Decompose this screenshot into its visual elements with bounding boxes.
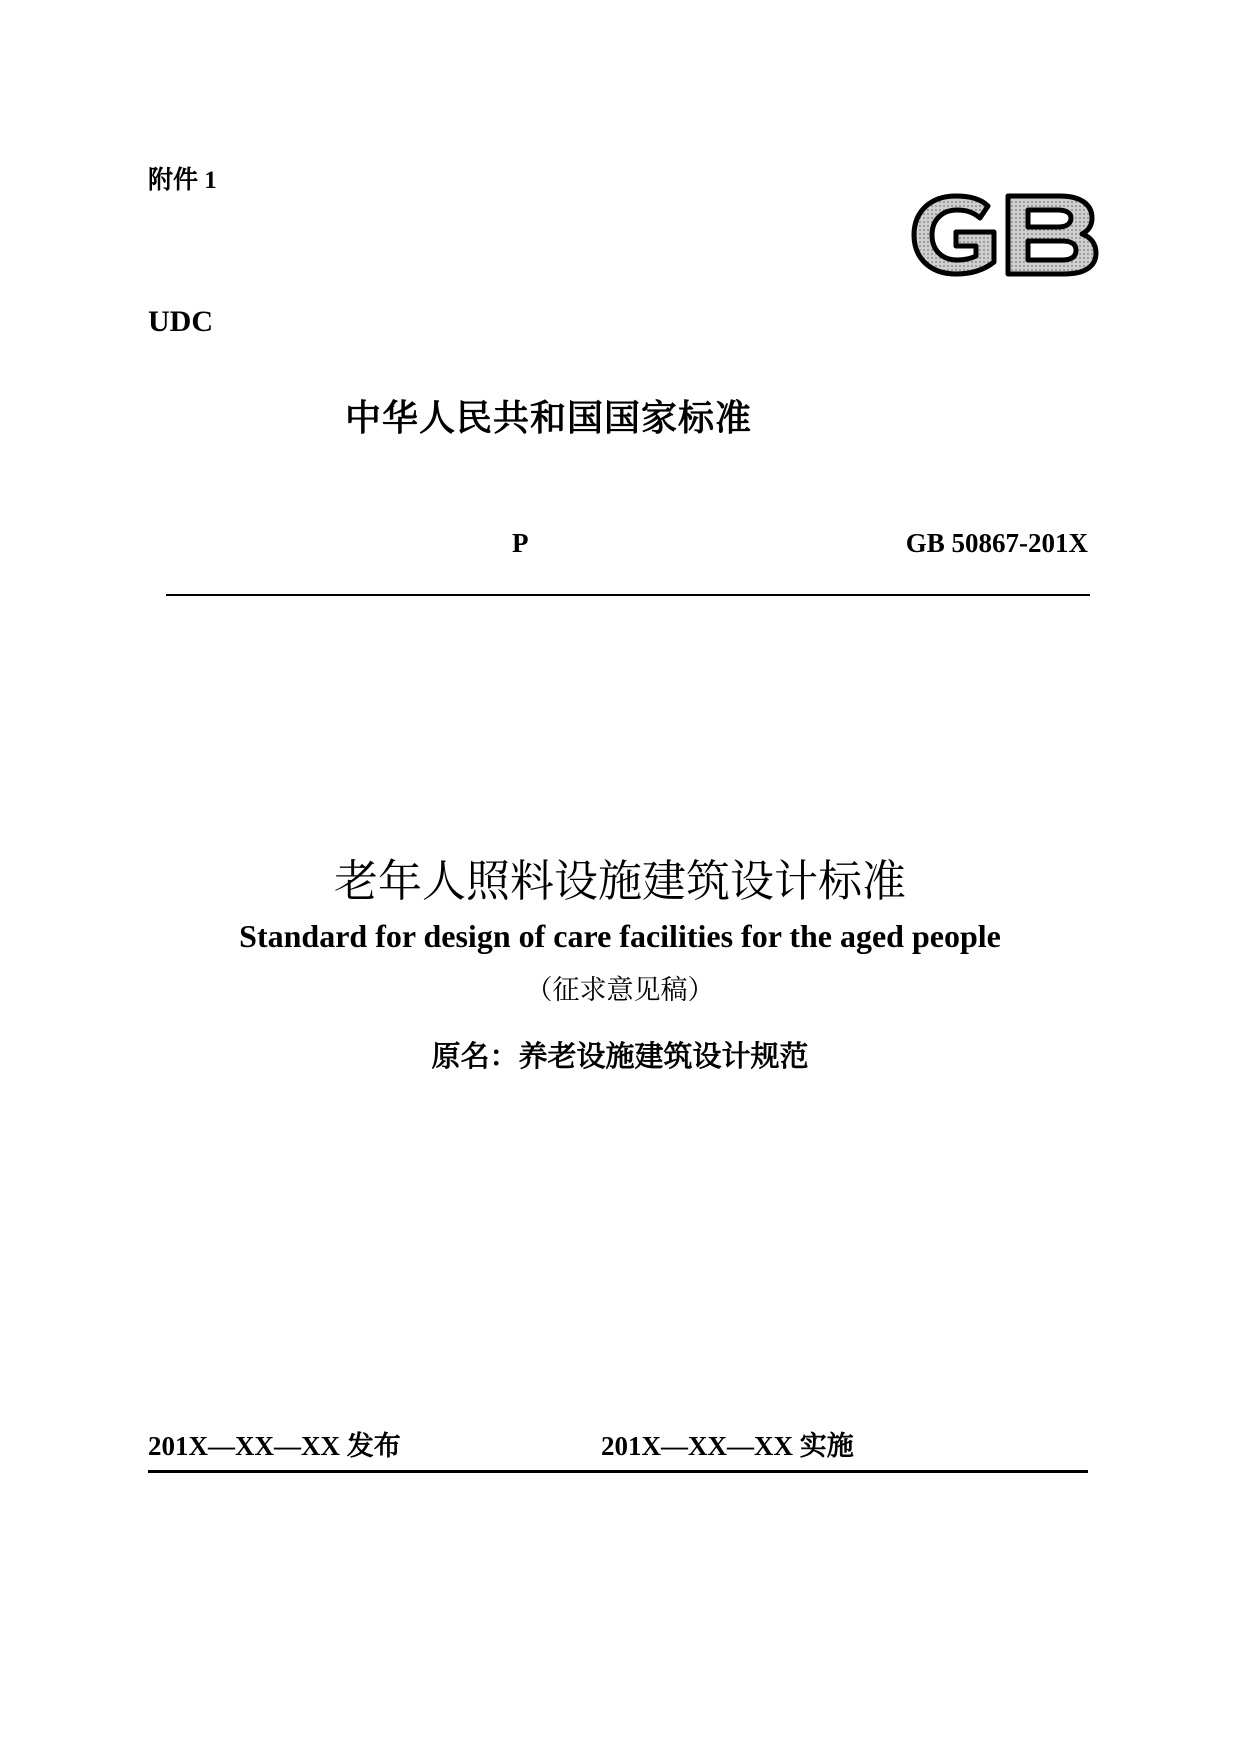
bottom-divider (148, 1470, 1088, 1473)
draft-note: （征求意见稿） (525, 975, 715, 1006)
title-chinese: 老年人照料设施建筑设计标准 (334, 856, 906, 907)
attachment-label: 附件 1 (148, 167, 217, 194)
implement-date: 201X—XX—XX 实施 (601, 1431, 854, 1461)
gb-logo (910, 192, 1100, 278)
original-name: 原名：养老设施建筑设计规范 (431, 1039, 809, 1073)
top-divider (166, 594, 1090, 596)
title-english: Standard for design of care facilities for the aged people (239, 918, 1001, 954)
publish-date: 201X—XX—XX 发布 (148, 1431, 401, 1461)
udc-label: UDC (148, 305, 213, 338)
classification-category: P (512, 528, 529, 558)
standard-code: GB 50867-201X (905, 528, 1088, 558)
national-standard-heading: 中华人民共和国国家标准 (345, 398, 753, 439)
